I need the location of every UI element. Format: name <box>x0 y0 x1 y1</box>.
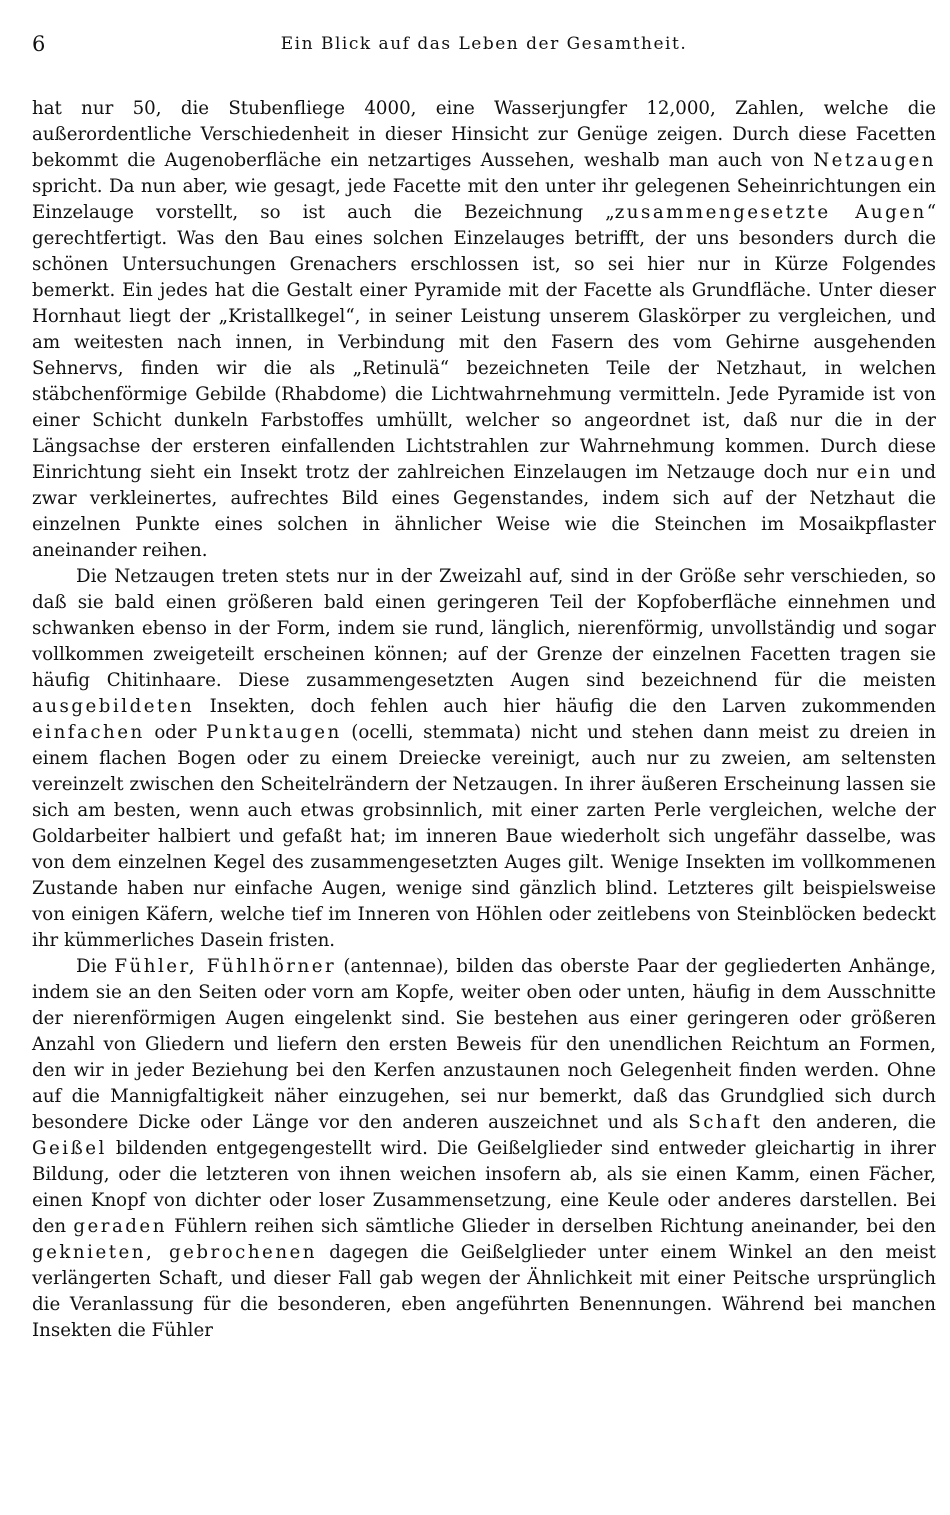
emphasized-text: Geißel <box>32 1138 107 1159</box>
text-segment: oder <box>144 722 207 743</box>
emphasized-text: einfachen <box>32 722 145 743</box>
emphasized-text: geknieten, gebrochenen <box>32 1242 318 1263</box>
body-text <box>32 96 936 1344</box>
paragraph <box>32 954 936 1344</box>
text-segment: und zwar verkleinertes, aufrechtes Bild eines Gegenstandes, indem sich auf der Netzhaut die einzelnen Punkte eines solchen in ähnlicher Weise wie die Steinchen im Mosaikpflaster aneinander reihen. <box>32 462 936 561</box>
text-segment: den anderen, die <box>762 1112 936 1133</box>
page-number: 6 <box>32 32 46 56</box>
text-segment: Insekten, doch fehlen auch hier häufig die den Larven zukommenden <box>194 696 936 717</box>
emphasized-text: geraden <box>73 1216 167 1237</box>
text-segment: dagegen die Geißelglieder unter einem Winkel an den meist verlängerten Schaft, und dieser Fall gab wegen der Ähnlichkeit mit einer Peitsche ursprünglich die Veranlassung für die besonderen, eben angeführten Benennungen. Während bei manchen Insekten die Fühler <box>32 1242 936 1341</box>
running-head <box>32 32 936 56</box>
text-segment: spricht. Da nun aber, wie gesagt, jede Facette mit den unter ihr gelegenen Seheinrichtungen ein Einzelauge vorstellt, so ist auch die Bezeichnung „ <box>32 176 936 223</box>
emphasized-text: zusammengesetzte Augen <box>614 202 927 223</box>
running-title: Ein Blick auf das Leben der Gesamtheit. <box>280 34 688 54</box>
emphasized-text: Netzaugen <box>813 150 936 171</box>
text-segment: Die Netzaugen treten stets nur in der Zweizahl auf, sind in der Größe sehr verschieden, so daß sie bald einen größeren bald einen geringeren Teil der Kopfoberfläche einnehmen und schwanken ebenso in der Form, indem sie rund, länglich, nierenförmig, unvollständig und sogar vollkommen zweigeteilt erscheinen können; auf der Grenze der einzelnen Facetten tragen sie häufig Chitinhaare. Diese zusammengesetzten Augen sind bezeichnend für die meisten <box>32 566 936 691</box>
text-segment: hat nur 50, die Stubenfliege 4000, eine Wasserjungfer 12,000, Zahlen, welche die außerordentliche Verschiedenheit in dieser Hinsicht zur Genüge zeigen. Durch diese Facetten bekommt die Augenoberfläche ein netzartiges Aussehen, weshalb man auch von <box>32 98 936 171</box>
text-segment: “ gerechtfertigt. Was den Bau eines solchen Einzelauges betrifft, der uns besonders durch die schönen Untersuchungen Grenachers erschlossen ist, so sei hier nur in Kürze Folgendes bemerkt. Ein jedes hat die Gestalt einer Pyramide mit der Facette als Grundfläche. Unter dieser Hornhaut liegt der „Kristallkegel“, in seiner Leistung unserem Glaskörper zu vergleichen, und am weitesten nach innen, in Verbindung mit den Fasern des vom Gehirne ausgehenden Sehnervs, finden wir die als „Retinulä“ bezeichneten Teile der Netzhaut, in welchen stäbchenförmige Gebilde (Rhabdome) die Lichtwahrnehmung vermitteln. Jede Pyramide ist von einer Schicht dunkeln Farbstoffes umhüllt, welcher so angeordnet ist, daß nur die in der Längsachse der ersteren einfallenden Lichtstrahlen zur Wahrnehmung kommen. Durch diese Einrichtung sieht ein Insekt trotz der zahlreichen Einzelaugen im Netzauge doch nur <box>32 202 936 483</box>
emphasized-text: ein <box>856 462 893 483</box>
emphasized-text: ausgebildeten <box>32 696 195 717</box>
emphasized-text: Schaft <box>688 1112 763 1133</box>
text-segment: (antennae), bilden das oberste Paar der gegliederten Anhänge, indem sie an den Seiten oder vorn am Kopfe, weiter oben oder unten, häufig in dem Ausschnitte der nierenförmigen Augen eingelenkt sind. Sie bestehen aus einer geringeren oder größeren Anzahl von Gliedern und liefern den ersten Beweis für den unendlichen Reichtum an Formen, den wir in jeder Beziehung bei den Kerfen anzustaunen noch Gelegenheit finden werden. Ohne auf die Mannigfaltigkeit näher einzugehen, sei nur bemerkt, daß das Grundglied sich durch besondere Dicke oder Länge vor den anderen auszeichnet und als <box>32 956 937 1133</box>
text-segment: Fühlern reihen sich sämtliche Glieder in derselben Richtung aneinander, bei den <box>166 1216 936 1237</box>
text-segment: Die <box>76 956 115 977</box>
text-segment: bildenden entgegengestellt wird. Die Geißelglieder sind entweder gleichartig in ihrer Bildung, oder die letzteren von ihnen weichen insofern ab, als sie einen Kamm, einen Fächer, einen Knopf von dichter oder loser Zusammensetzung, eine Keule oder anderes darstellen. Bei den <box>32 1138 936 1237</box>
emphasized-text: Punktaugen <box>206 722 342 743</box>
text-segment: (ocelli, stemmata) nicht und stehen dann meist zu dreien in einem flachen Bogen oder zu einem Dreiecke vereinigt, auch nur zu zweien, am seltensten vereinzelt zwischen den Scheitelrändern der Netzaugen. In ihrer äußeren Erscheinung lassen sie sich am besten, wenn auch etwas grobsinnlich, mit einer zarten Perle vergleichen, welche der Goldarbeiter halbiert und gefaßt hat; im inneren Baue wiederholt sich ungefähr dasselbe, was von dem einzelnen Kegel des zusammengesetzten Auges gilt. Wenige Insekten im vollkommenen Zustande haben nur einfache Augen, wenige sind gänzlich blind. Letzteres gilt beispielsweise von einigen Käfern, welche tief im Inneren von Höhlen oder zeitlebens von Steinblöcken bedeckt ihr kümmerliches Dasein fristen. <box>32 722 936 951</box>
paragraph <box>32 564 936 954</box>
paragraph <box>32 96 936 564</box>
emphasized-text: Fühler, Fühlhörner <box>114 956 337 977</box>
